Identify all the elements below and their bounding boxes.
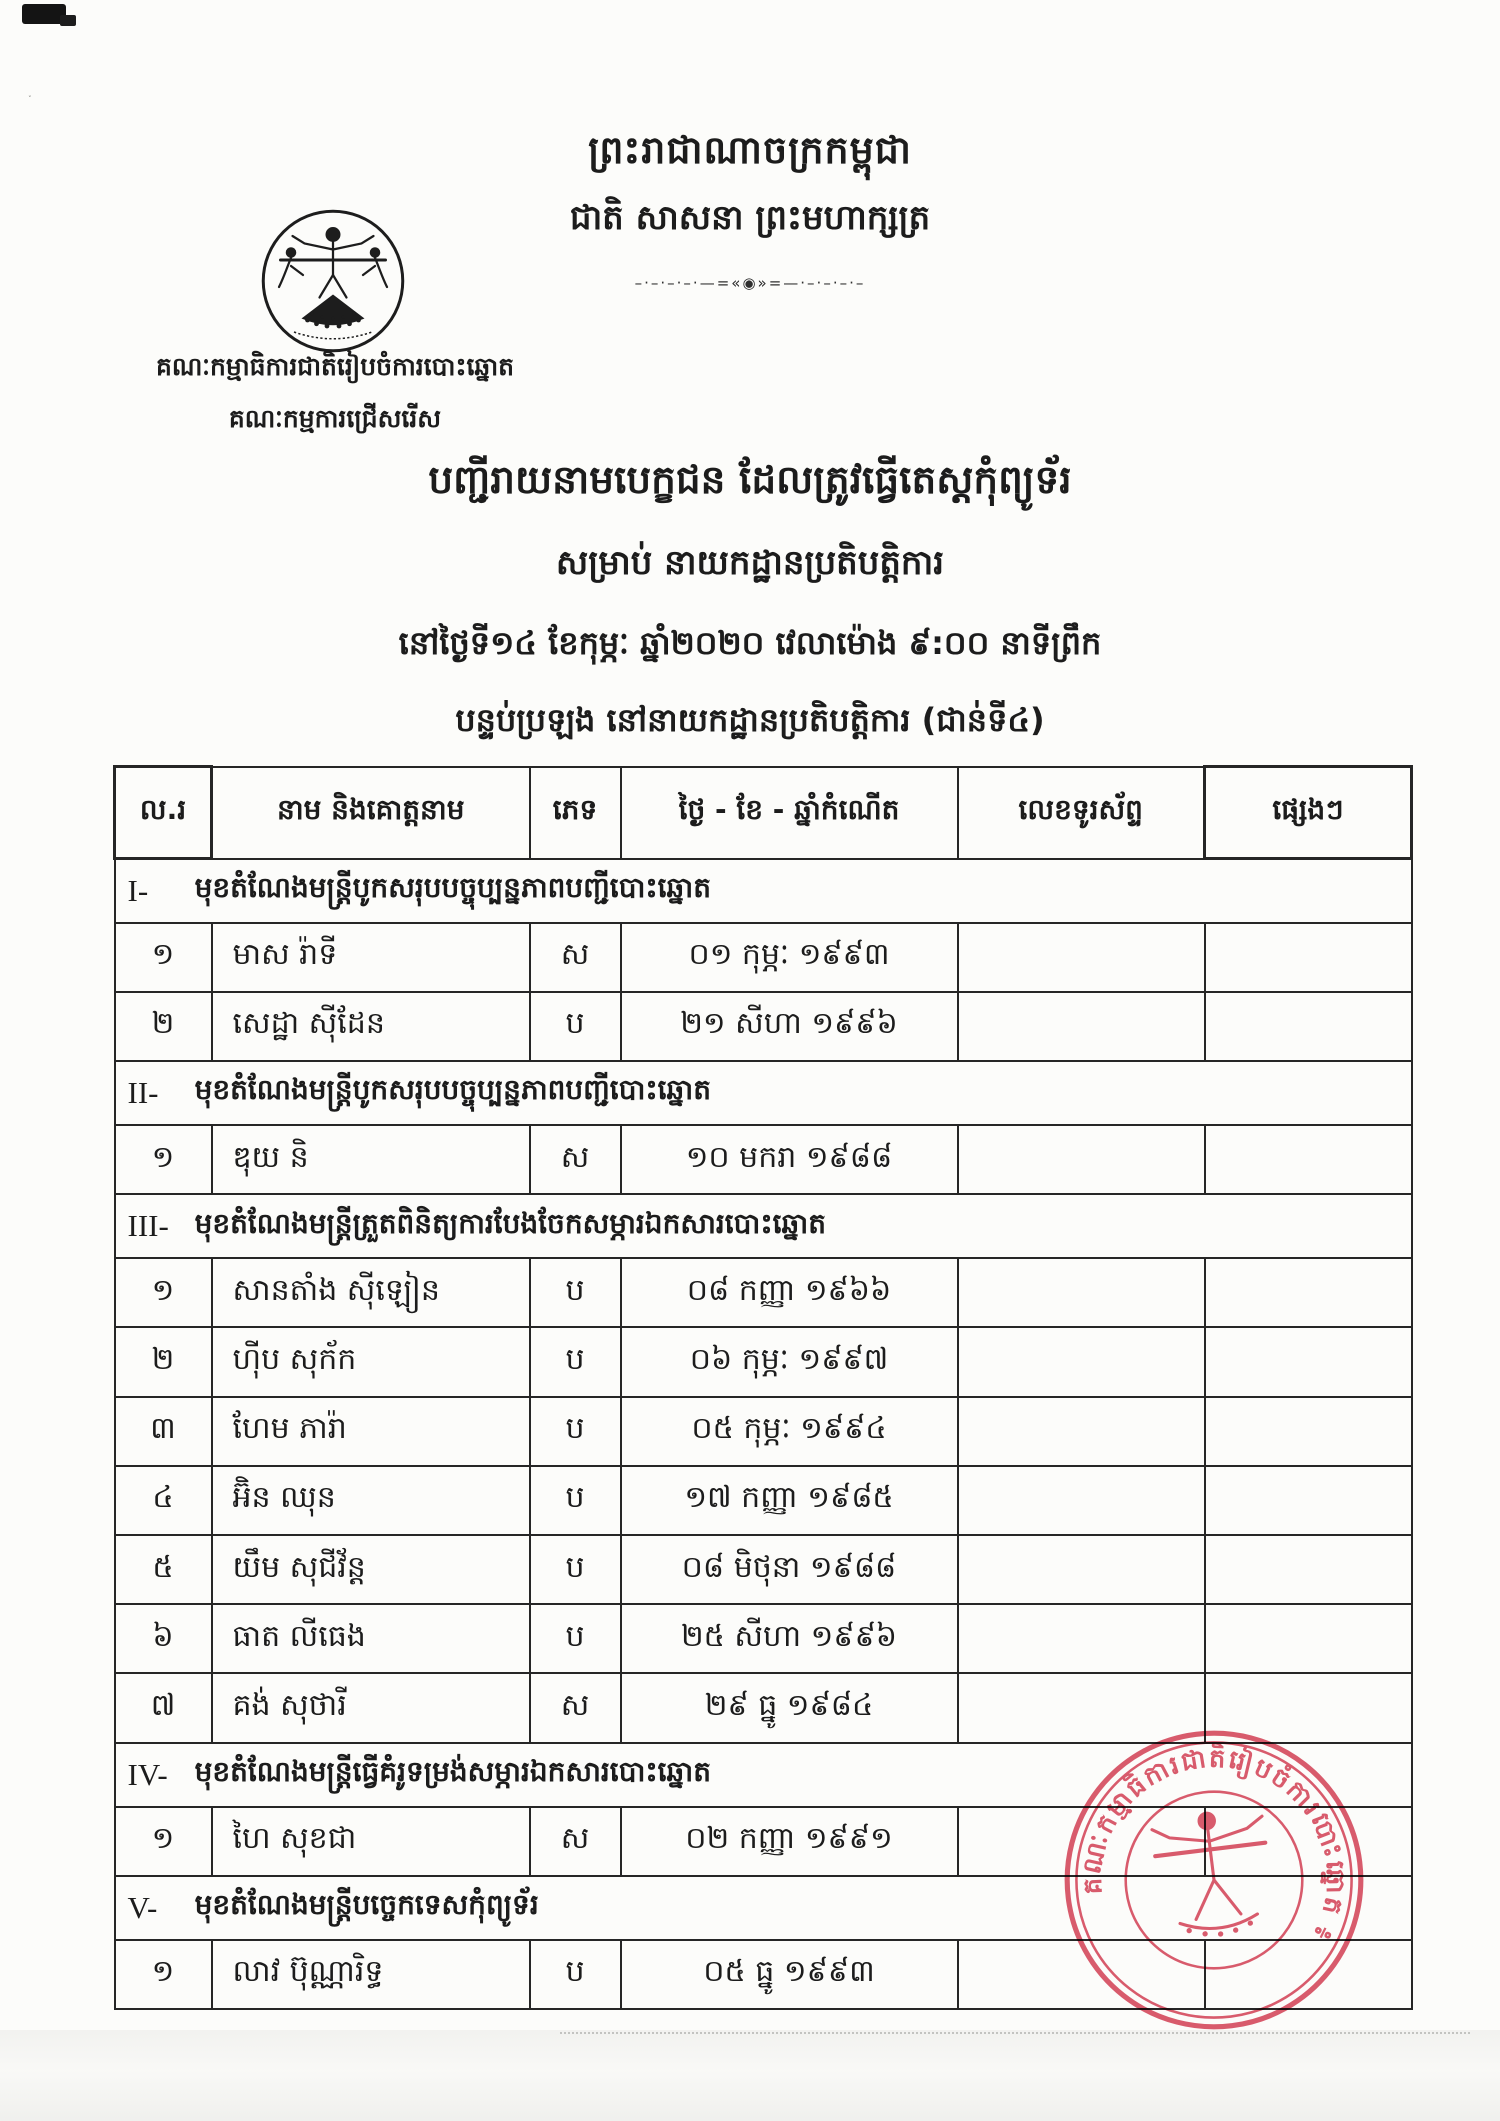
cell-dob: ០៦ កុម្ភៈ ១៩៩៧ [621,1327,958,1396]
cell-name: ឌុយ និ [212,1125,530,1194]
section-numeral: IV- [127,1756,168,1792]
cell-no: ៤ [115,1466,212,1535]
table-row [115,1397,1412,1466]
cell-other [1205,923,1412,992]
cell-no: ១ [115,1258,212,1327]
cell-phone [958,1466,1205,1535]
cell-gender: ប [530,992,621,1061]
cell-name: លាវ ប៊ុណ្ណារិទ្ធ [212,1940,530,2009]
kingdom-motto-line2: ជាតិ សាសនា ព្រះមហាក្សត្រ [569,198,931,238]
cell-other [1205,1327,1412,1396]
cell-name: អ៊ិន ឈុន [212,1466,530,1535]
document-title: បញ្ជីរាយនាមបេក្ខជន ដែលត្រូវធ្វើតេស្តកុំព្យូទ័រ [428,458,1072,503]
document-subtitle-room: បន្ទប់ប្រឡង នៅនាយកដ្ឋានប្រតិបត្តិការ (ជាន់ទី៤) [455,701,1045,739]
cell-other [1205,992,1412,1061]
cell-other [1205,1258,1412,1327]
table-row [115,992,1412,1061]
cell-dob: ០១ កុម្ភៈ ១៩៩៣ [621,923,958,992]
cell-other [1205,1125,1412,1194]
cell-gender: ប [530,1535,621,1604]
table-row [115,1258,1412,1327]
cell-phone [958,992,1205,1061]
section-numeral: V- [127,1889,158,1925]
col-header-gender: ភេទ [530,767,621,859]
table-row [115,923,1412,992]
scan-artifact-blob-small [60,15,76,26]
table-header-row [115,767,1412,859]
cell-gender: ស [530,1807,621,1876]
cell-name: ហ៊ីប សុក័ក [212,1327,530,1396]
col-header-name: នាម និងគោត្តនាម [212,767,530,859]
cell-dob: ១០ មករា ១៩៨៨ [621,1125,958,1194]
cell-dob: ១៧ កញ្ញា ១៩៨៥ [621,1466,958,1535]
cell-phone [958,1327,1205,1396]
cell-dob: ០៥ កុម្ភៈ ១៩៩៤ [621,1397,958,1466]
scan-smudge [560,2032,1470,2034]
section-heading: មុខតំណែងមន្ត្រីបច្ចេកទេសកុំព្យូទ័រ [194,1888,539,1922]
cell-dob: ២៩ ធ្នូ ១៩៨៤ [621,1673,958,1742]
cell-gender: ស [530,1125,621,1194]
section-heading: មុខតំណែងមន្ត្រីធ្វើគំរូទម្រង់សម្ភារឯកសារបោះឆ្នោត [194,1755,711,1789]
table-row [115,1535,1412,1604]
decorative-divider: –·–·–·–·—=«◉»=—·–·–·–·– [634,274,866,292]
col-header-phone: លេខទូរស័ព្ទ [958,767,1205,859]
cell-gender: ស [530,1673,621,1742]
cell-name: គង់ សុថារី [212,1673,530,1742]
table-row [115,1466,1412,1535]
cell-phone [958,1125,1205,1194]
cell-gender: ស [530,923,621,992]
scan-shadow [0,2030,1500,2121]
table-row [115,1604,1412,1673]
nec-emblem-seal [258,206,408,356]
cell-phone [958,1604,1205,1673]
cell-other [1205,1604,1412,1673]
cell-gender: ប [530,1258,621,1327]
cell-name: សានតាំង ស៊ីឡៀន [212,1258,530,1327]
section-numeral: II- [127,1074,159,1110]
cell-gender: ប [530,1940,621,2009]
cell-no: ១ [115,923,212,992]
cell-other [1205,1535,1412,1604]
cell-gender: ប [530,1604,621,1673]
cell-dob: ២៥ សីហា ១៩៩៦ [621,1604,958,1673]
section-heading: មុខតំណែងមន្ត្រីបូកសរុបបច្ចុប្បន្នភាពបញ្ជីបោះឆ្នោត [194,1073,711,1107]
cell-phone [958,923,1205,992]
cell-no: ១ [115,1125,212,1194]
cell-gender: ប [530,1466,621,1535]
section-heading: មុខតំណែងមន្ត្រីបូកសរុបបច្ចុប្បន្នភាពបញ្ជីបោះឆ្នោត [194,871,711,905]
org-name-line1: គណៈកម្មាធិការជាតិរៀបចំការបោះឆ្នោត [155,352,515,381]
cell-name: សេដ្ឋា ស៊ីដែន [212,992,530,1061]
cell-name: ហៃ សុខជា [212,1807,530,1876]
cell-name: ហែម ភារ៉ា [212,1397,530,1466]
cell-name: យឹម សុជីវ័ន្ត [212,1535,530,1604]
col-header-other: ផ្សេងៗ [1205,767,1412,859]
org-block [128,352,542,440]
cell-name: ធាត លីធេង [212,1604,530,1673]
cell-phone [958,1535,1205,1604]
cell-phone [958,1258,1205,1327]
section-heading-row [115,859,1412,923]
section-numeral: I- [127,872,149,908]
cell-no: ៥ [115,1535,212,1604]
cell-other [1205,1397,1412,1466]
section-heading: មុខតំណែងមន្ត្រីត្រួតពិនិត្យការបែងចែកសម្ភារឯកសារបោះឆ្នោត [194,1206,826,1240]
cell-dob: ២១ សីហា ១៩៩៦ [621,992,958,1061]
col-header-no: ល.រ [115,767,212,859]
cell-phone [958,1397,1205,1466]
cell-no: ៦ [115,1604,212,1673]
cell-no: ២ [115,992,212,1061]
col-header-dob: ថ្ងៃ - ខែ - ឆ្នាំកំណើត [621,767,958,859]
table-row [115,1327,1412,1396]
cell-no: ២ [115,1327,212,1396]
section-heading-row [115,1061,1412,1125]
section-heading-row [115,1194,1412,1258]
cell-no: ៣ [115,1397,212,1466]
kingdom-motto-line1: ព្រះរាជាណាចក្រកម្ពុជា [588,128,912,172]
stamp-circular-text: គណៈកម្មាធិការជាតិរៀបចំការបោះឆ្នោត ៖ [1076,1743,1351,1947]
cell-no: ១ [115,1807,212,1876]
table-row [115,1125,1412,1194]
cell-dob: ០៨ កញ្ញា ១៩៦៦ [621,1258,958,1327]
document-titles [0,456,1500,747]
cell-gender: ប [530,1397,621,1466]
cell-dob: ០២ កញ្ញា ១៩៩១ [621,1807,958,1876]
cell-dob: ០៥ ធ្នូ ១៩៩៣ [621,1940,958,2009]
cell-dob: ០៨ មិថុនា ១៩៨៨ [621,1535,958,1604]
document-subtitle-datetime: នៅថ្ងៃទី១៤ ខែកុម្ភៈ ឆ្នាំ២០២០ វេលាម៉ោង ៩:០០ នាទីព្រឹក [398,624,1102,662]
org-name-line2: គណៈកម្មការជ្រើសរើស [228,404,442,433]
red-stamp-seal [1042,1708,1385,2051]
scan-artifact-mark: ˯ [28,85,32,98]
cell-no: ៧ [115,1673,212,1742]
cell-name: មាស រ៉ាទី [212,923,530,992]
cell-gender: ប [530,1327,621,1396]
cell-no: ១ [115,1940,212,2009]
document-subtitle-department: សម្រាប់ នាយកដ្ឋានប្រតិបត្តិការ [555,543,945,583]
cell-other [1205,1466,1412,1535]
section-numeral: III- [127,1208,169,1244]
